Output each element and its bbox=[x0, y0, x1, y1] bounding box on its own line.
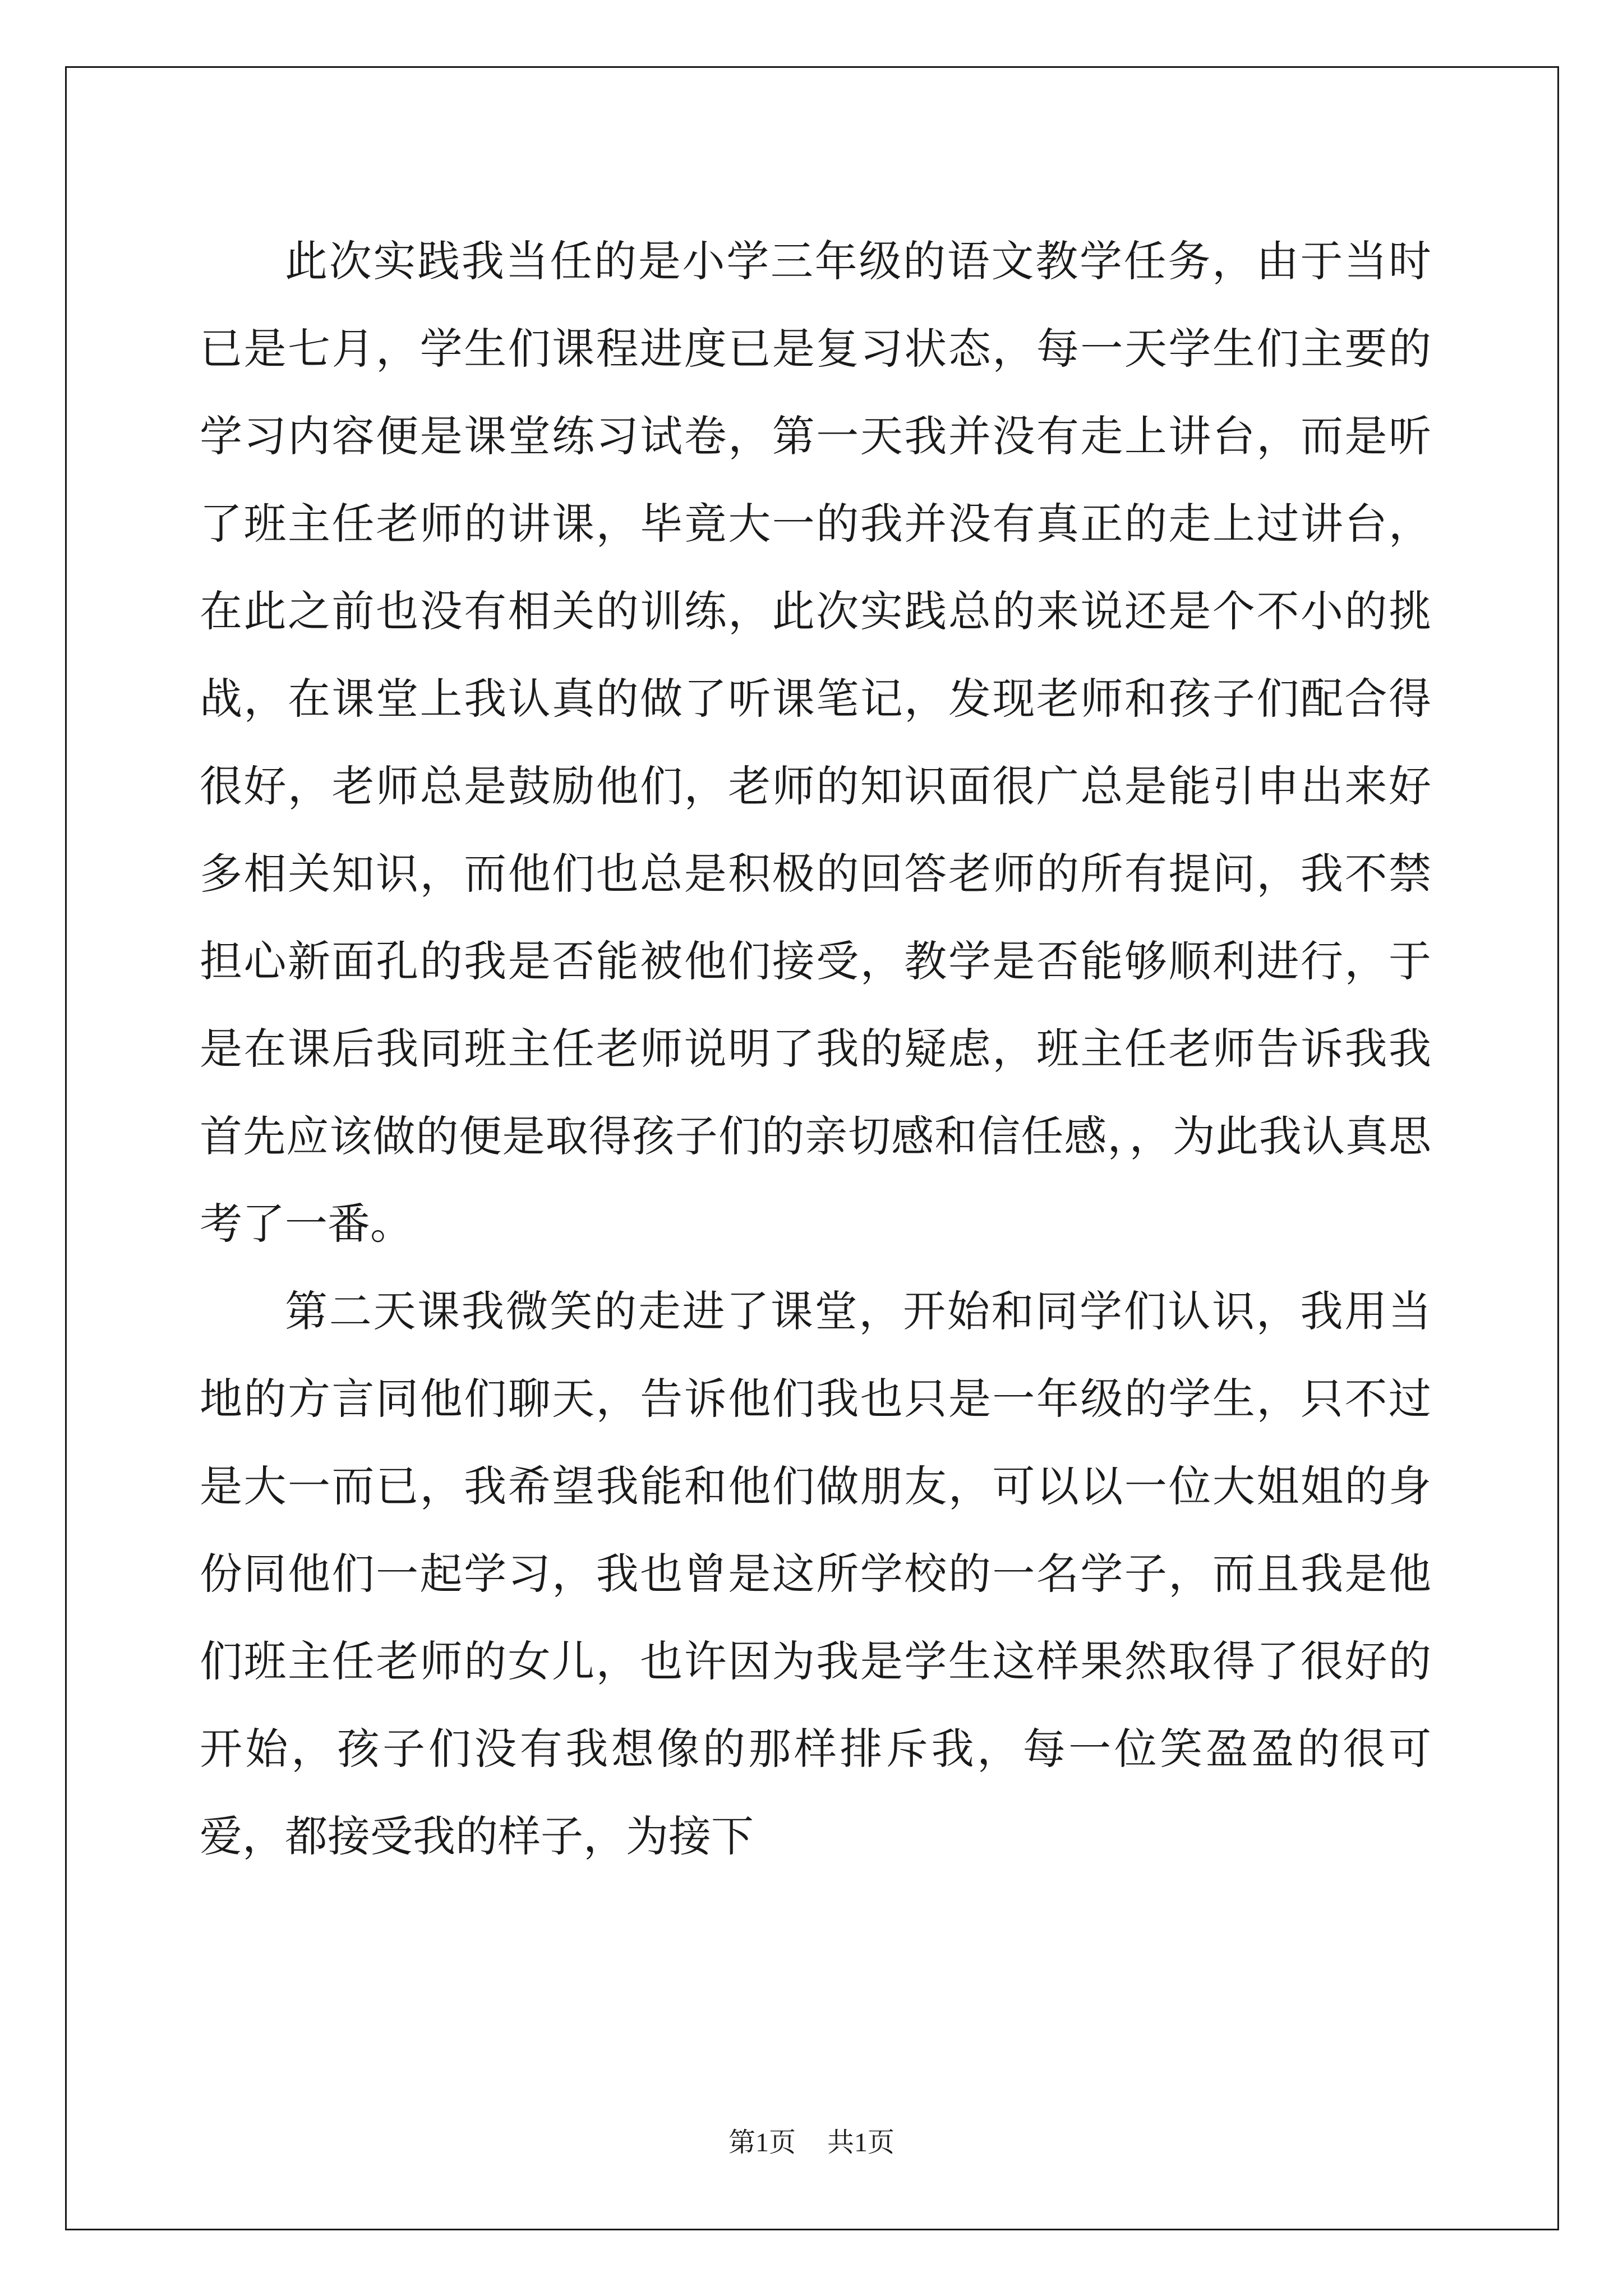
page-total: 共1页 bbox=[827, 2128, 895, 2157]
page-number: 第1页 bbox=[728, 2128, 796, 2157]
document-body bbox=[200, 218, 1431, 1880]
paragraph-1: 此次实践我当任的是小学三年级的语文教学任务，由于当时已是七月，学生们课程进度已是复习状态，每一天学生们主要的学习内容便是课堂练习试卷，第一天我并没有走上讲台，而是听了班主任老师的讲课，毕竟大一的我并没有真正的走上过讲台，在此之前也没有相关的训练，此次实践总的来说还是个不小的挑战，在课堂上我认真的做了听课笔记，发现老师和孩子们配合得很好，老师总是鼓励他们，老师的知识面很广总是能引申出来好多相关知识，而他们也总是积极的回答老师的所有提问，我不禁担心新面孔的我是否能被他们接受，教学是否能够顺利进行，于是在课后我同班主任老师说明了我的疑虑，班主任老师告诉我我首先应该做的便是取得孩子们的亲切感和信任感，，为此我认真思考了一番。 bbox=[200, 236, 1431, 1249]
paragraph-2: 第二天课我微笑的走进了课堂，开始和同学们认识，我用当地的方言同他们聊天，告诉他们我也只是一年级的学生，只不过是大一而已，我希望我能和他们做朋友，可以以一位大姐姐的身份同他们一起学习，我也曾是这所学校的一名学子，而且我是他们班主任老师的女儿，也许因为我是学生这样果然取得了很好的开始，孩子们没有我想像的那样排斥我，每一位笑盈盈的很可爱，都接受我的样子，为接下 bbox=[200, 1286, 1431, 1861]
page-footer bbox=[0, 2126, 1623, 2160]
